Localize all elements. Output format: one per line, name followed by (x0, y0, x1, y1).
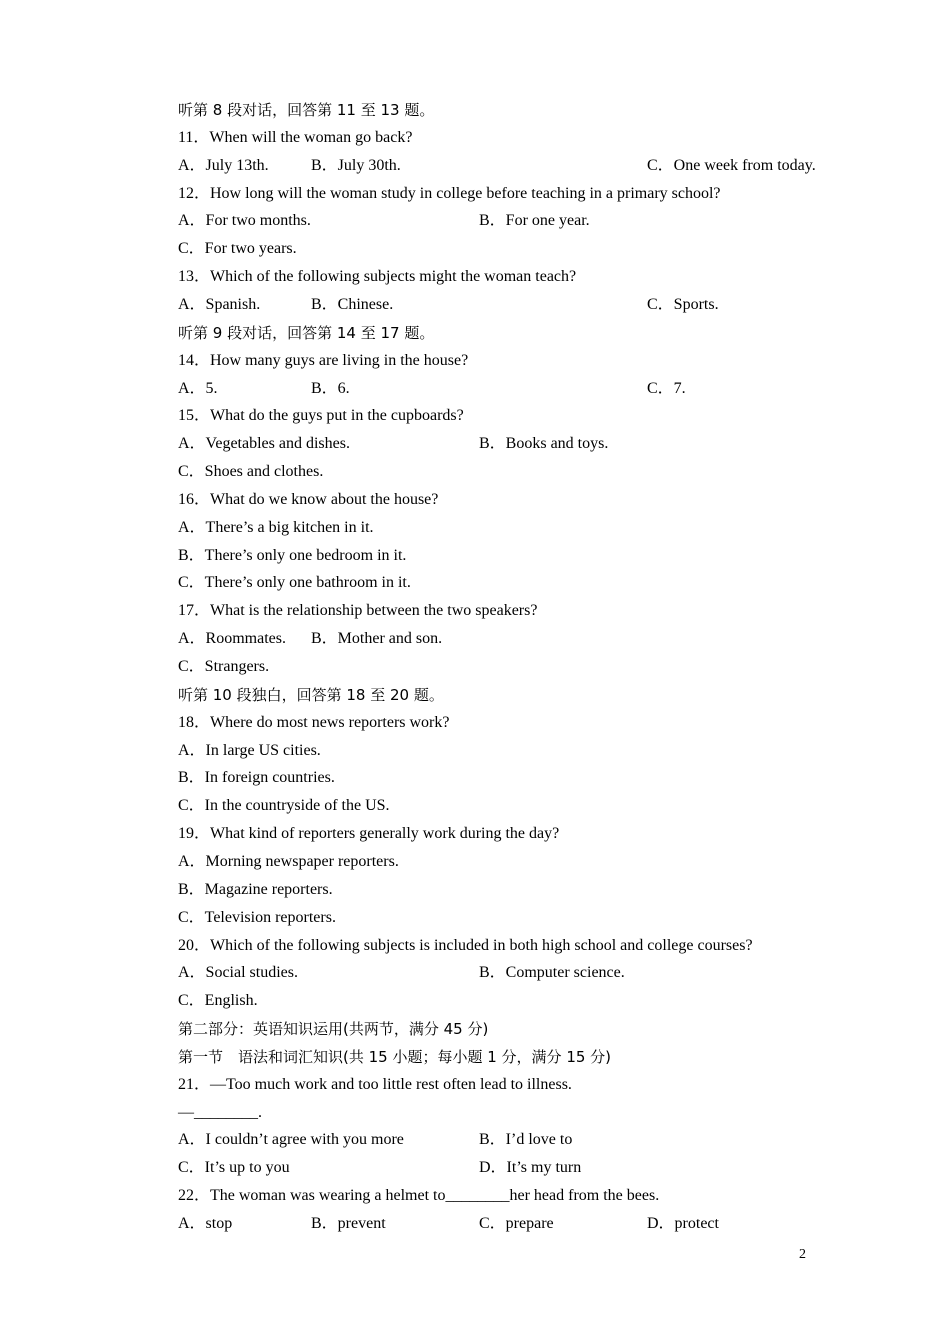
question-line: 22．The woman was wearing a helmet to________her head from the bees. (178, 1187, 660, 1205)
question-line: A．There’s a big kitchen in it. (178, 518, 374, 536)
option-item: C．For two years. (178, 240, 297, 258)
option-item: C．Strangers. (178, 658, 270, 675)
option-item: A．Social studies. (178, 964, 298, 982)
option-item: B．Chinese. (311, 295, 394, 313)
option-item: A．Spanish. (178, 295, 261, 313)
question-line: C．Television reporters. (178, 908, 336, 926)
question-line: —________. (178, 1103, 262, 1121)
section-heading: 听第 9 段对话，回答第 14 至 17 题。 (178, 323, 435, 342)
question-line: 16．What do we know about the house? (178, 490, 439, 508)
option-item: C．Sports. (647, 295, 719, 313)
option-item: A．stop (178, 1215, 233, 1232)
section-heading: 听第 10 段独白，回答第 18 至 20 题。 (178, 685, 444, 704)
option-item: B．July 30th. (311, 156, 401, 174)
page-number: 2 (799, 1247, 806, 1262)
section-heading: 听第 8 段对话，回答第 11 至 13 题。 (178, 101, 435, 119)
option-item: B．Computer science. (479, 964, 625, 982)
option-item: B．6. (311, 379, 350, 397)
question-line: 14．How many guys are living in the house? (178, 351, 469, 369)
question-line: 19．What kind of reporters generally work during the day? (178, 825, 560, 843)
question-line: 15．What do the guys put in the cupboards? (178, 407, 464, 425)
question-line: 11．When will the woman go back? (178, 128, 413, 146)
section-heading: 第一节 语法和词汇知识(共 15 小题；每小题 1 分，满分 15 分) (178, 1047, 612, 1066)
option-item: B．I’d love to (479, 1131, 573, 1149)
option-item: C．7. (647, 379, 686, 397)
option-item: B．Mother and son. (311, 630, 443, 648)
question-line: B．There’s only one bedroom in it. (178, 546, 407, 564)
option-item: D．It’s my turn (479, 1159, 582, 1177)
option-item: C．It’s up to you (178, 1159, 290, 1177)
option-item: A．Vegetables and dishes. (178, 435, 350, 453)
option-item: B．Books and toys. (479, 435, 609, 453)
question-line: B．In foreign countries. (178, 769, 335, 787)
option-item: A．5. (178, 379, 218, 397)
option-item: C．prepare (479, 1215, 554, 1232)
question-line: 20．Which of the following subjects is included in both high school and college courses? (178, 936, 753, 954)
option-item: A．For two months. (178, 212, 311, 230)
question-line: 17．What is the relationship between the two speakers? (178, 602, 538, 620)
option-item: B．For one year. (479, 212, 590, 230)
question-line: C．In the countryside of the US. (178, 797, 390, 815)
question-line: A．In large US cities. (178, 741, 321, 759)
option-item: A．I couldn’t agree with you more (178, 1131, 404, 1149)
option-item: A．Roommates. (178, 630, 286, 648)
question-line: 12．How long will the woman study in college before teaching in a primary school? (178, 184, 721, 202)
option-item: A．July 13th. (178, 156, 269, 174)
section-heading: 第二部分：英语知识运用(共两节，满分 45 分) (178, 1020, 489, 1039)
question-line: C．There’s only one bathroom in it. (178, 574, 411, 592)
question-line: A．Morning newspaper reporters. (178, 852, 399, 870)
option-item: C．One week from today. (647, 156, 816, 174)
question-line: B．Magazine reporters. (178, 880, 333, 898)
question-line: 13．Which of the following subjects might the woman teach? (178, 268, 577, 286)
option-item: C．English. (178, 992, 258, 1010)
question-line: 21．—Too much work and too little rest often lead to illness. (178, 1075, 572, 1093)
option-item: B．prevent (311, 1215, 386, 1232)
option-item: D．protect (647, 1215, 719, 1232)
question-line: 18．Where do most news reporters work? (178, 713, 450, 731)
option-item: C．Shoes and clothes. (178, 463, 324, 481)
